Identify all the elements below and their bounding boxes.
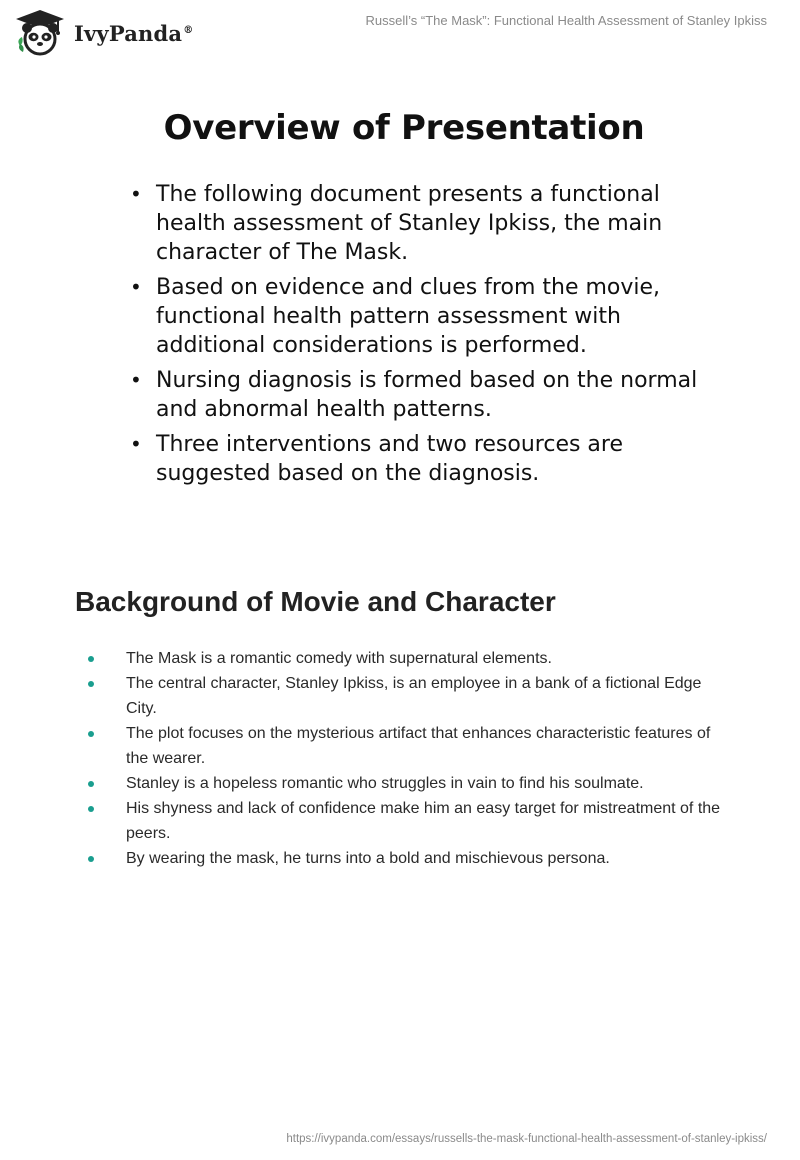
slide-bullet-list: [130, 180, 740, 488]
section-bullet-item: By wearing the mask, he turns into a bold and mischievous persona.: [75, 846, 726, 871]
slide-bullet-item: • The following document presents a functional health assessment of Stanley Ipkiss, the main character of The Mask.: [130, 182, 663, 265]
bullet-icon: •: [130, 275, 142, 299]
bullet-icon: •: [130, 182, 142, 206]
section-bullet-item: The central character, Stanley Ipkiss, is an employee in a bank of a fictional Edge City.: [75, 671, 726, 721]
bullet-dot-icon: [88, 806, 94, 812]
section-bullet-item: Stanley is a hopeless romantic who struggles in vain to find his soulmate.: [75, 771, 726, 796]
logo-wordmark: IvyPanda®: [74, 20, 194, 46]
slide-bullet-item: • Three interventions and two resources are suggested based on the diagnosis.: [130, 432, 624, 486]
presentation-slide: [100, 108, 740, 494]
background-section: [75, 586, 755, 871]
bullet-dot-icon: [88, 731, 94, 737]
ivypanda-logo[interactable]: [14, 8, 193, 56]
document-title: Russell’s “The Mask”: Functional Health Assessment of Stanley Ipkiss: [365, 13, 767, 28]
slide-bullet-item: • Nursing diagnosis is formed based on the normal and abnormal health patterns.: [130, 368, 698, 422]
section-bullet-list: [75, 646, 755, 871]
section-bullet-item: His shyness and lack of confidence make him an easy target for mistreatment of the peers.: [75, 796, 726, 846]
page-header: [0, 0, 800, 60]
bullet-dot-icon: [88, 856, 94, 862]
bullet-icon: •: [130, 368, 142, 392]
bullet-icon: •: [130, 432, 142, 456]
panda-graduate-logo-icon: [14, 8, 66, 56]
section-bullet-item: The plot focuses on the mysterious artifact that enhances characteristic features of the wearer.: [75, 721, 726, 771]
slide-title: Overview of Presentation: [163, 108, 645, 148]
bullet-dot-icon: [88, 781, 94, 787]
section-title: Background of Movie and Character: [75, 586, 556, 617]
slide-bullet-item: • Based on evidence and clues from the movie, functional health pattern assessment with additional considerations is performed.: [130, 275, 661, 358]
section-bullet-item: The Mask is a romantic comedy with supernatural elements.: [75, 646, 726, 671]
source-url-link[interactable]: https://ivypanda.com/essays/russells-the-mask-functional-health-assessment-of-stanley-ipkiss/: [286, 1133, 767, 1145]
bullet-dot-icon: [88, 656, 94, 662]
bullet-dot-icon: [88, 681, 94, 687]
